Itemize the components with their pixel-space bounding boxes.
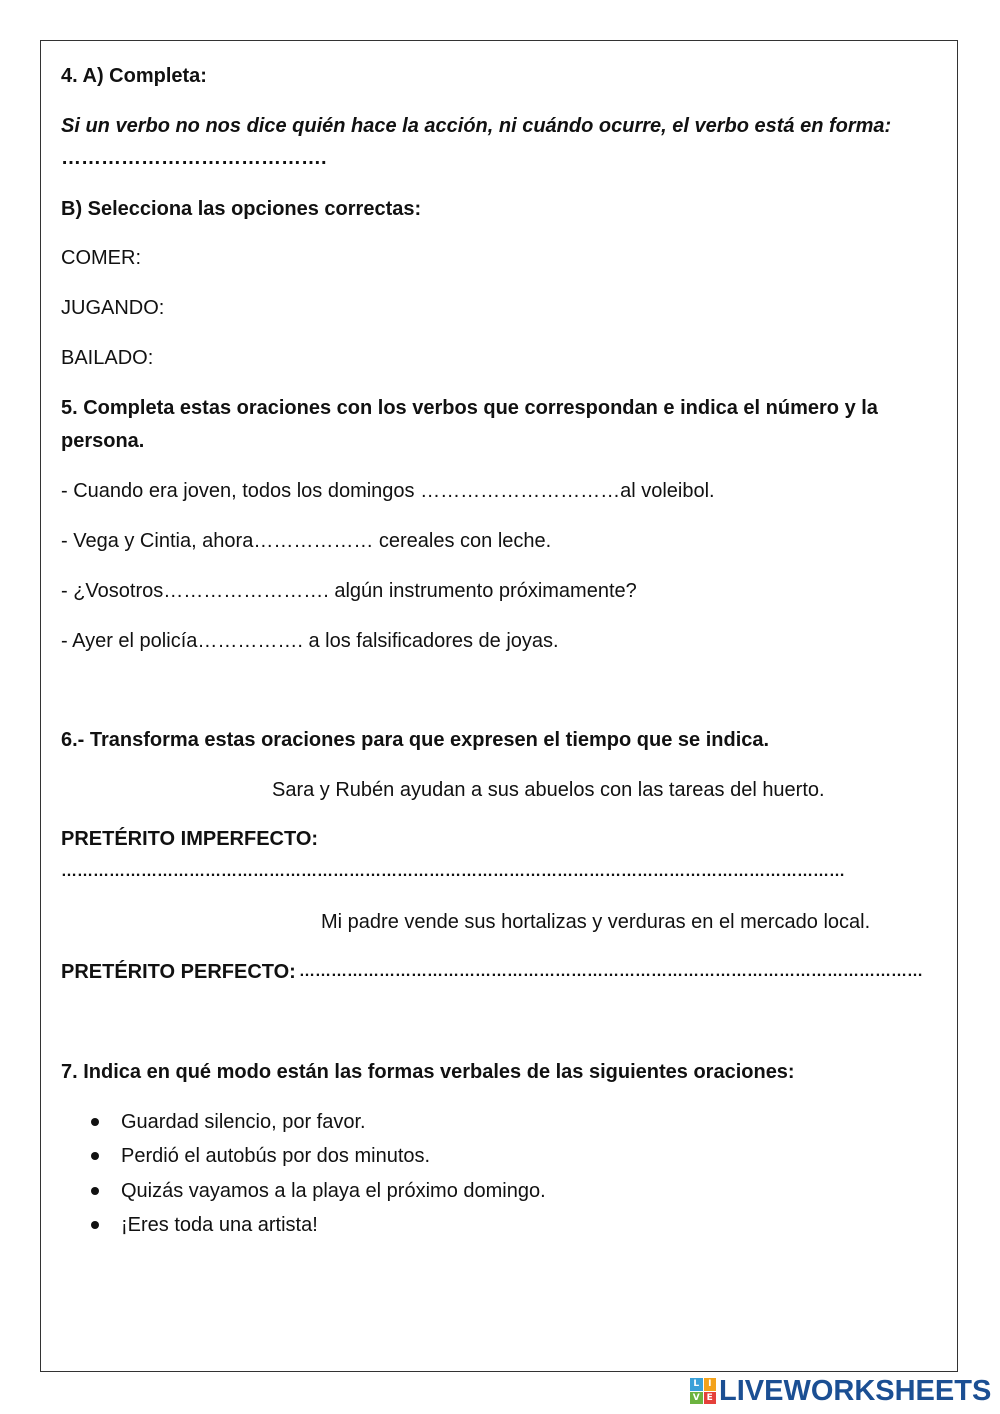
logo-icon-cell: E xyxy=(704,1392,717,1405)
q5-sentence: - ¿Vosotros……………………. algún instrumento próximamente? xyxy=(61,580,637,602)
q6-label-perfecto: PRETÉRITO PERFECTO: xyxy=(61,961,296,983)
bullet-icon xyxy=(91,1221,99,1229)
q7-list-item: Quizás vayamos a la playa el próximo domingo. xyxy=(121,1180,546,1202)
q6-sentence-1: Sara y Rubén ayudan a sus abuelos con las tareas del huerto. xyxy=(272,779,825,801)
q6-answer-blank-2[interactable]: ……………………………………………………………………………………………………… xyxy=(299,963,923,980)
bullet-icon xyxy=(91,1118,99,1126)
logo-icon-cell: L xyxy=(690,1378,703,1391)
bullet-icon xyxy=(91,1152,99,1160)
logo-icon-cell: V xyxy=(690,1392,703,1405)
q7-list-item: Perdió el autobús por dos minutos. xyxy=(121,1145,431,1167)
q6-label-imperfecto: PRETÉRITO IMPERFECTO: xyxy=(61,828,319,850)
q5-sentence: - Cuando era joven, todos los domingos …………………………al voleibol. xyxy=(61,480,715,502)
q6-answer-blank-1[interactable]: ………………………………………………………………………………………………………………………………… xyxy=(61,863,845,880)
q5-sentence: - Ayer el policía……………. a los falsificadores de joyas. xyxy=(61,630,559,652)
q6-heading: 6.- Transforma estas oraciones para que expresen el tiempo que se indica. xyxy=(61,729,770,751)
q4b-item-jugando: JUGANDO: xyxy=(61,297,165,319)
q7-list-item: ¡Eres toda una artista! xyxy=(121,1214,318,1236)
liveworksheets-logo-icon xyxy=(690,1378,716,1404)
q5-sentence: - Vega y Cintia, ahora……………… cereales con leche. xyxy=(61,530,552,552)
bullet-icon xyxy=(91,1187,99,1195)
liveworksheets-logo[interactable] xyxy=(690,1376,991,1406)
q4b-heading: B) Selecciona las opciones correctas: xyxy=(61,198,422,220)
q4b-item-bailado: BAILADO: xyxy=(61,347,154,369)
worksheet-frame xyxy=(40,40,958,1372)
q5-heading-cont: persona. xyxy=(61,430,145,452)
logo-icon-cell: I xyxy=(704,1378,717,1391)
q7-list-item: Guardad silencio, por favor. xyxy=(121,1111,366,1133)
q5-heading: 5. Completa estas oraciones con los verbos que correspondan e indica el número y la xyxy=(61,397,878,419)
q4-statement: Si un verbo no nos dice quién hace la acción, ni cuándo ocurre, el verbo está en forma: xyxy=(61,115,892,137)
q7-heading: 7. Indica en qué modo están las formas verbales de las siguientes oraciones: xyxy=(61,1061,795,1083)
q4-heading: 4. A) Completa: xyxy=(61,65,207,87)
q4b-item-comer: COMER: xyxy=(61,247,141,269)
q6-sentence-2: Mi padre vende sus hortalizas y verduras en el mercado local. xyxy=(321,911,871,933)
q4-answer-blank[interactable]: …………………………………. xyxy=(61,147,327,169)
liveworksheets-logo-text: LIVEWORKSHEETS xyxy=(719,1374,992,1407)
